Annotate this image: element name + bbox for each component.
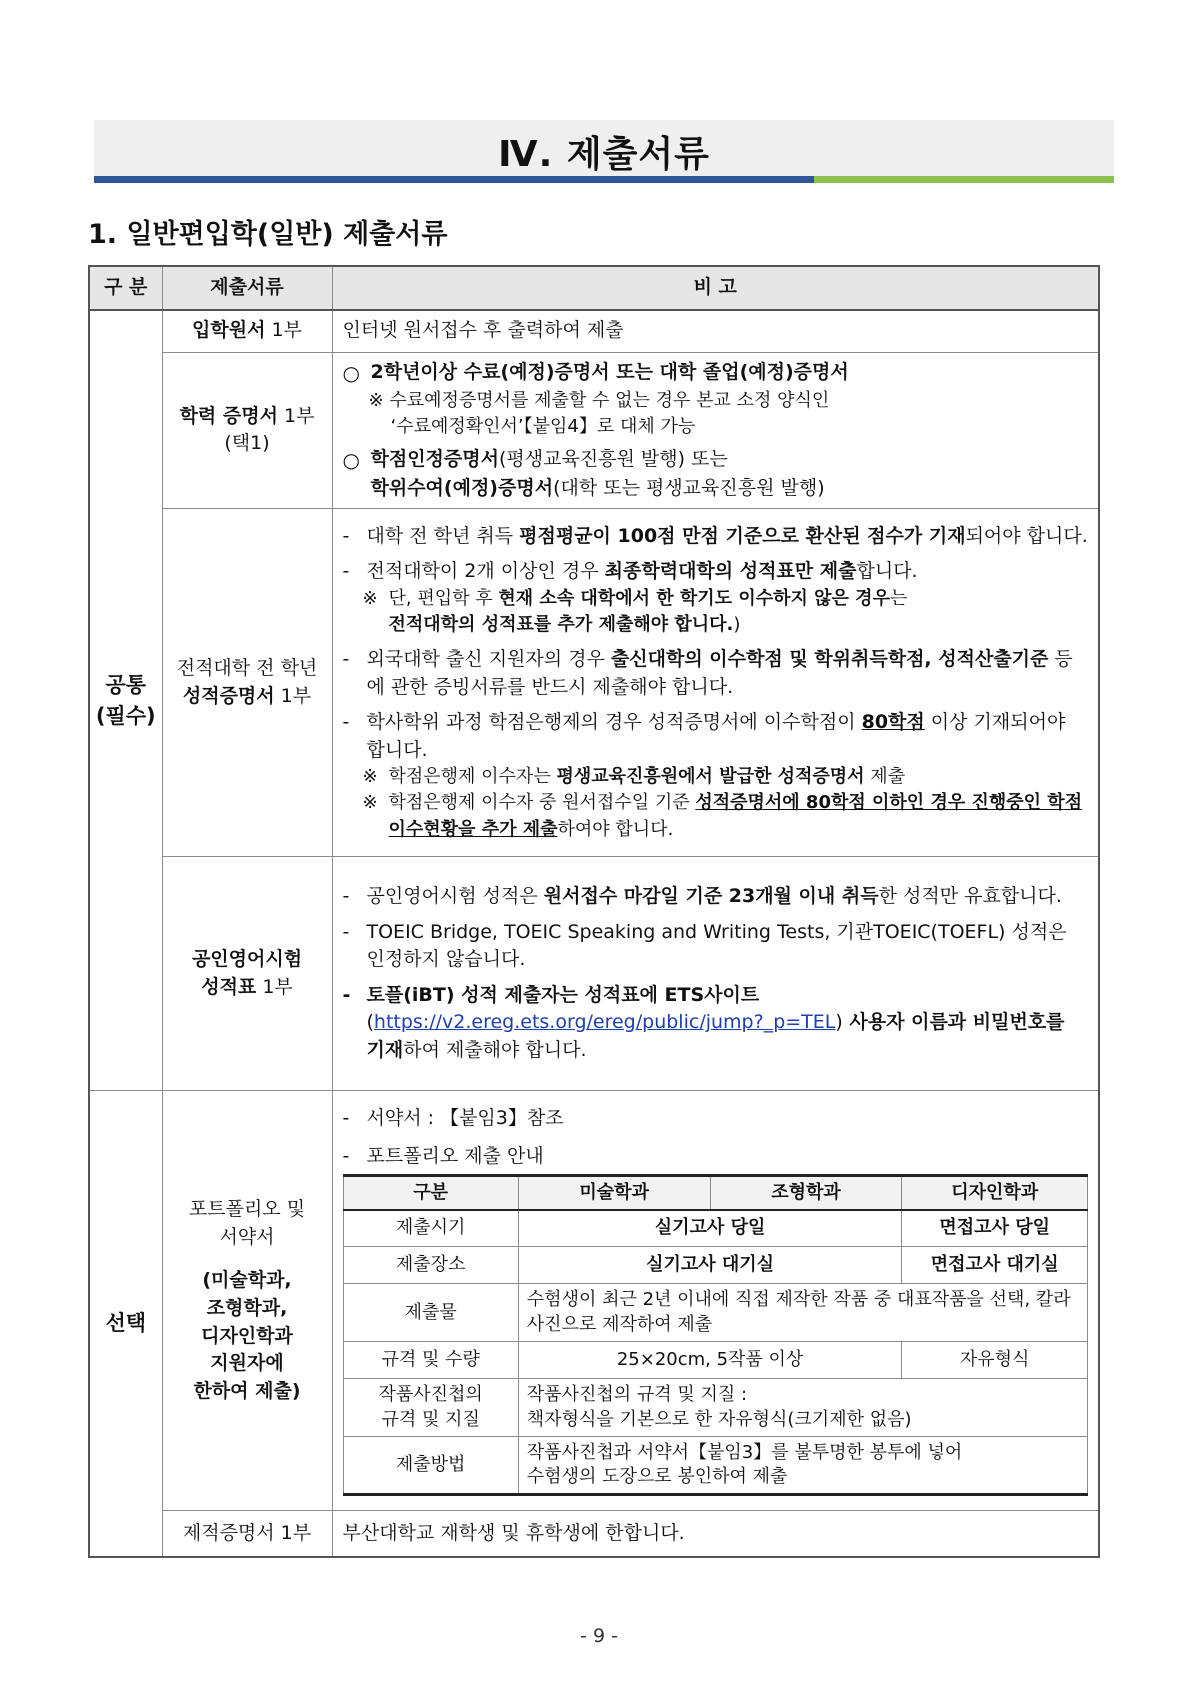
chapter-underline-green (814, 176, 1114, 183)
text-bold: 최종학력대학의 성적표만 제출 (604, 560, 857, 583)
text: 하여 제출해야 합니다. (403, 1038, 587, 1061)
portfolio-row (343, 1210, 1088, 1247)
text: 대학 전 학년 취득 (366, 524, 520, 547)
text-bold: 전적대학의 성적표를 추가 제출해야 합니다. (388, 614, 734, 636)
doc-count: 1부 (256, 975, 293, 998)
dash-mark: - (342, 983, 351, 1006)
dash-mark: - (342, 560, 350, 583)
note-application: 인터넷 원서접수 후 출력하여 제출 (332, 310, 1099, 352)
text: 되어야 합니다. (965, 524, 1088, 547)
page-number: - 9 - (580, 1625, 618, 1647)
portfolio-row (343, 1379, 1088, 1437)
doc-count: 1부 (274, 684, 312, 707)
portfolio-header: 미술학과 (518, 1176, 710, 1210)
doc-name-line1: 공인영어시험 (191, 948, 303, 971)
portfolio-cell: 작품사진첩의 규격 및 지질 : 책자형식을 기본으로 한 자유형식(크기제한 없음) (518, 1379, 1087, 1437)
portfolio-header-row (343, 1176, 1088, 1210)
text: 합니다. (856, 560, 918, 583)
doc-name-line2: 서약서 (219, 1225, 275, 1248)
option-3: 학위수여(예정)증명서 (370, 476, 554, 499)
reference-mark: ※ (368, 389, 384, 411)
text-bold: 토플(iBT) 성적 제출자는 성적표에 ETS사이트 (366, 983, 760, 1006)
doc-condition: 디자인학과 (201, 1324, 293, 1347)
text: 단, 편입학 후 (388, 587, 499, 609)
text: 서약서 : 【붙임3】참조 (366, 1107, 564, 1130)
option-1-note-2: ‘수료예정확인서’【붙임4】로 대체 가능 (390, 415, 696, 437)
text-bold: 평생교육진흥원에서 발급한 성적증명서 (556, 766, 865, 788)
note-english-test (332, 857, 1099, 1091)
doc-choice: (택1) (224, 432, 270, 455)
portfolio-cell: 자유형식 (902, 1342, 1088, 1379)
table-row (89, 1091, 1099, 1511)
portfolio-cell: 면접고사 대기실 (902, 1247, 1088, 1284)
portfolio-cell: 수험생이 최근 2년 이내에 직접 제작한 작품 중 대표작품을 선택, 칼라 사진으로 제작하여 제출 (518, 1284, 1087, 1342)
note-expulsion-certificate: 부산대학교 재학생 및 휴학생에 한합니다. (332, 1511, 1099, 1557)
portfolio-cell: 25×20cm, 5작품 이상 (518, 1342, 902, 1379)
documents-table (88, 265, 1100, 1558)
dash-mark: - (342, 920, 350, 943)
table-row (89, 857, 1099, 1091)
ets-link[interactable]: https://v2.ereg.ets.org/ereg/public/jump?_p=TEL (373, 1011, 836, 1034)
doc-name-line1: 포트폴리오 및 (188, 1198, 306, 1221)
text: 포트폴리오 제출 안내 (366, 1144, 544, 1167)
circle-icon: ○ (342, 447, 360, 472)
doc-count: 1부 (277, 404, 315, 427)
doc-expulsion-certificate: 제적증명서 1부 (162, 1511, 332, 1557)
dash-mark: - (342, 648, 350, 671)
text: 학점은행제 이수자는 (388, 766, 557, 788)
group-optional: 선택 (89, 1091, 162, 1557)
text-bold: 원서접수 마감일 기준 23개월 이내 취득 (543, 885, 879, 908)
portfolio-header: 구분 (343, 1176, 518, 1210)
table-row (89, 509, 1099, 857)
text: ) (733, 614, 741, 636)
doc-condition: 지원자에 (210, 1352, 284, 1375)
portfolio-row-label: 제출방법 (343, 1437, 518, 1495)
text: 공인영어시험 성적은 (366, 885, 544, 908)
text-bold: 현재 소속 대학에서 한 학기도 이수하지 않은 경우 (498, 587, 890, 609)
dash-mark: - (342, 711, 350, 734)
portfolio-cell: 작품사진첩과 서약서【붙임3】를 불투명한 봉투에 넣어 수험생의 도장으로 봉인하여 제출 (518, 1437, 1087, 1495)
doc-name: 학력 증명서 (179, 404, 278, 427)
group-common: 공통 (필수) (89, 310, 162, 1091)
portfolio-cell: 실기고사 당일 (518, 1210, 902, 1247)
note-transcript (332, 509, 1099, 857)
text: 한 성적만 유효합니다. (878, 885, 1062, 908)
doc-condition: 조형학과, (206, 1296, 288, 1319)
header-documents: 제출서류 (162, 266, 332, 310)
doc-portfolio (162, 1091, 332, 1511)
text: 등에 관한 증빙서류를 반드시 제출해야 합니다. (366, 648, 1073, 698)
note-academic-certificate (332, 352, 1099, 509)
option-2-rest: (평생교육진흥원 발행) 또는 (498, 447, 728, 470)
text: ( (366, 1011, 374, 1034)
option-1-note: 수료예정증명서를 제출할 수 없는 경우 본교 소정 양식인 (389, 389, 830, 411)
text-bold: 출신대학의 이수학점 및 학위취득학점, 성적산출기준 (610, 648, 1049, 671)
header-remarks: 비 고 (332, 266, 1099, 310)
doc-transcript (162, 509, 332, 857)
portfolio-row-label: 제출시기 (343, 1210, 518, 1247)
circle-icon: ○ (342, 360, 360, 385)
text: 학사학위 과정 학점은행제의 경우 성적증명서에 이수학점이 (366, 711, 862, 734)
doc-name: 입학원서 (192, 319, 266, 342)
portfolio-row (343, 1284, 1088, 1342)
reference-mark: ※ (362, 792, 378, 814)
dash-mark: - (342, 1107, 350, 1130)
doc-name: 성적증명서 (182, 684, 275, 707)
doc-application (162, 310, 332, 352)
table-row (89, 352, 1099, 509)
doc-name: 성적표 (201, 975, 257, 998)
text: 전적대학이 2개 이상인 경우 (366, 560, 605, 583)
table-row (89, 310, 1099, 352)
portfolio-row (343, 1437, 1088, 1495)
portfolio-cell: 면접고사 당일 (902, 1210, 1088, 1247)
note-portfolio (332, 1091, 1099, 1511)
doc-count: 1부 (265, 319, 302, 342)
portfolio-table (343, 1174, 1089, 1496)
dash-mark: - (342, 885, 350, 908)
table-header-row (89, 266, 1099, 310)
chapter-title: Ⅳ. 제출서류 (498, 134, 710, 175)
portfolio-row (343, 1342, 1088, 1379)
option-3-rest: (대학 또는 평생교육진흥원 발행) (553, 476, 825, 499)
dash-mark: - (342, 1144, 350, 1167)
text: 는 (889, 587, 908, 609)
option-1: 2학년이상 수료(예정)증명서 또는 대학 졸업(예정)증명서 (370, 360, 849, 383)
text-bold: 사용자 이름과 비밀번호를 기재 (366, 1011, 1065, 1061)
portfolio-row (343, 1247, 1088, 1284)
portfolio-cell: 실기고사 대기실 (518, 1247, 902, 1284)
text: 제출 (864, 766, 906, 788)
table-row (89, 1511, 1099, 1557)
portfolio-row-label: 제출장소 (343, 1247, 518, 1284)
reference-mark: ※ (362, 766, 378, 788)
text: 학점은행제 이수자 중 원서접수일 기준 (388, 792, 696, 814)
header-category: 구 분 (89, 266, 162, 310)
text: ) (835, 1011, 843, 1034)
portfolio-header: 디자인학과 (902, 1176, 1088, 1210)
reference-mark: ※ (362, 587, 378, 609)
text: 외국대학 출신 지원자의 경우 (366, 648, 611, 671)
text-bold: 80학점 (861, 711, 925, 734)
text: 하여야 합니다. (557, 818, 674, 840)
portfolio-header: 조형학과 (710, 1176, 902, 1210)
text: 이상 기재되어야 합니다. (366, 711, 1066, 761)
doc-name-line1: 전적대학 전 학년 (176, 657, 318, 680)
text-bold: 성적증명서에 80학점 이하인 경우 진행중인 학점이수현황을 추가 제출 (388, 792, 1083, 840)
portfolio-row-label: 제출물 (343, 1284, 518, 1342)
chapter-underline-blue (94, 176, 814, 183)
doc-english-test (162, 857, 332, 1091)
portfolio-row-label: 규격 및 수량 (343, 1342, 518, 1379)
portfolio-row-label: 작품사진첩의 규격 및 지질 (343, 1379, 518, 1437)
section-title: 1. 일반편입학(일반) 제출서류 (88, 219, 448, 250)
chapter-header (94, 120, 1114, 178)
option-2: 학점인정증명서 (370, 447, 499, 470)
doc-condition: (미술학과, (202, 1269, 292, 1292)
text-bold: 평점평균이 100점 만점 기준으로 환산된 점수가 기재 (519, 524, 966, 547)
doc-academic-certificate (162, 352, 332, 509)
text: TOEIC Bridge, TOEIC Speaking and Writing Tests, 기관TOEIC(TOEFL) 성적은 인정하지 않습니다. (366, 920, 1067, 971)
doc-condition: 한하여 제출) (193, 1379, 301, 1402)
dash-mark: - (342, 524, 350, 547)
